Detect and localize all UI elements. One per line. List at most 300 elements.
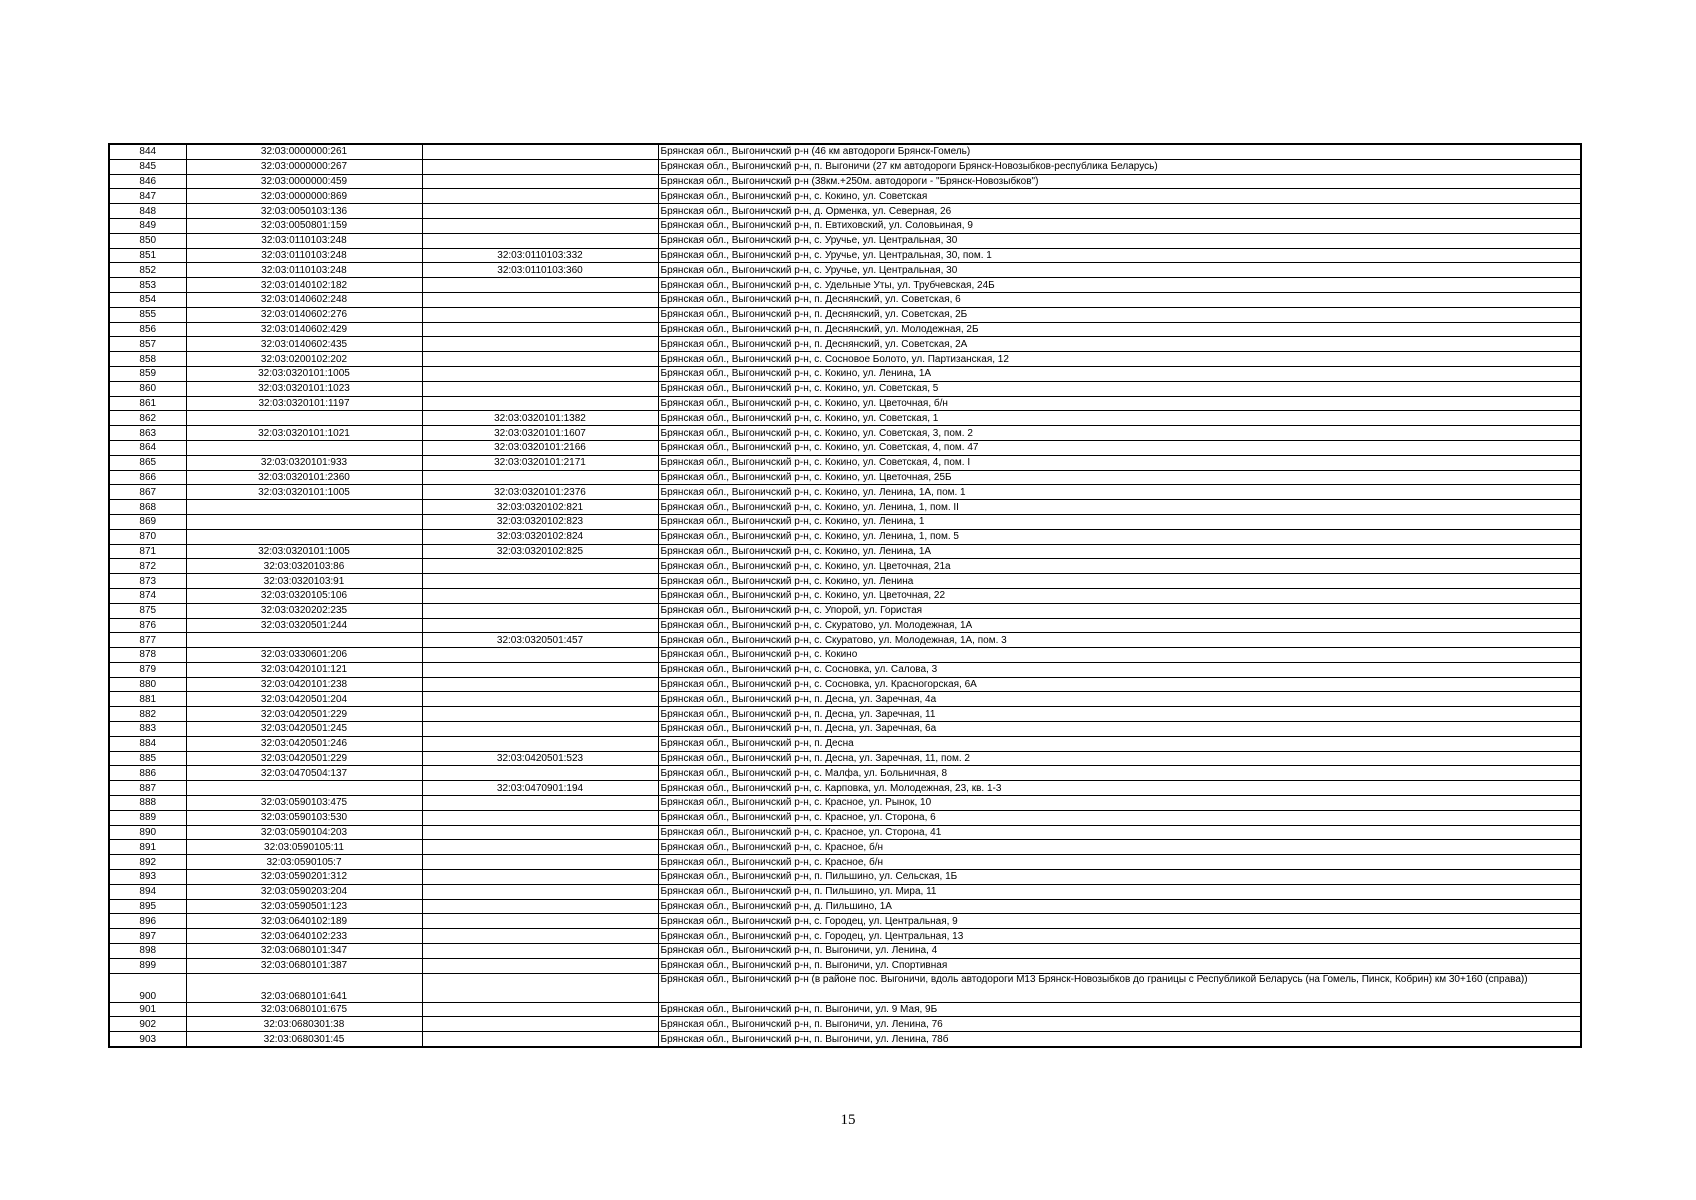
table-row (109, 929, 1581, 944)
cadastral-number-cell: 32:03:0680301:45 (186, 1032, 422, 1047)
table-row (109, 648, 1581, 663)
row-number-cell: 874 (109, 588, 186, 603)
address-cell: Брянская обл., Выгоничский р-н, с. Кокино, ул. Ленина, 1, пом. 5 (658, 529, 1581, 544)
row-number-cell: 881 (109, 692, 186, 707)
row-number-cell: 845 (109, 159, 186, 174)
linked-cadastral-number-cell (422, 366, 658, 381)
address-cell: Брянская обл., Выгоничский р-н, с. Красное, ул. Сторона, 6 (658, 810, 1581, 825)
address-cell: Брянская обл., Выгоничский р-н, п. Выгоничи, ул. Ленина, 76 (658, 1017, 1581, 1032)
cadastral-number-cell: 32:03:0320501:244 (186, 618, 422, 633)
row-number-cell: 899 (109, 958, 186, 973)
cadastral-number-cell: 32:03:0320105:106 (186, 588, 422, 603)
row-number-cell: 901 (109, 1002, 186, 1017)
address-cell: Брянская обл., Выгоничский р-н, п. Десна, ул. Заречная, 4а (658, 692, 1581, 707)
linked-cadastral-number-cell (422, 159, 658, 174)
address-cell: Брянская обл., Выгоничский р-н, п. Десна, ул. Заречная, 11, пом. 2 (658, 751, 1581, 766)
table-row (109, 337, 1581, 352)
row-number-cell: 882 (109, 707, 186, 722)
cadastral-number-cell: 32:03:0420501:204 (186, 692, 422, 707)
row-number-cell: 863 (109, 426, 186, 441)
address-cell: Брянская обл., Выгоничский р-н, с. Уручье, ул. Центральная, 30, пом. 1 (658, 248, 1581, 263)
linked-cadastral-number-cell (422, 870, 658, 885)
table-row (109, 248, 1581, 263)
registry-table-body (109, 144, 1581, 1047)
cadastral-number-cell: 32:03:0000000:267 (186, 159, 422, 174)
cadastral-number-cell: 32:03:0200102:202 (186, 352, 422, 367)
cadastral-number-cell: 32:03:0140602:248 (186, 292, 422, 307)
cadastral-number-cell: 32:03:0640102:233 (186, 929, 422, 944)
row-number-cell: 866 (109, 470, 186, 485)
row-number-cell: 880 (109, 677, 186, 692)
row-number-cell: 870 (109, 529, 186, 544)
cadastral-number-cell: 32:03:0320103:86 (186, 559, 422, 574)
table-row (109, 278, 1581, 293)
table-row (109, 840, 1581, 855)
linked-cadastral-number-cell (422, 174, 658, 189)
row-number-cell: 857 (109, 337, 186, 352)
linked-cadastral-number-cell (422, 944, 658, 959)
table-row (109, 944, 1581, 959)
address-cell: Брянская обл., Выгоничский р-н (в районе пос. Выгоничи, вдоль автодороги М13 Брянск-Новозыбков до границы с Республикой Беларусь (на Гомель, Пинск, Кобрин) км 30+160 (справа)) (658, 973, 1581, 1002)
row-number-cell: 887 (109, 781, 186, 796)
linked-cadastral-number-cell (422, 692, 658, 707)
linked-cadastral-number-cell: 32:03:0320101:1607 (422, 426, 658, 441)
table-row (109, 455, 1581, 470)
cadastral-number-cell: 32:03:0050801:159 (186, 218, 422, 233)
row-number-cell: 888 (109, 796, 186, 811)
address-cell: Брянская обл., Выгоничский р-н, с. Кокино, ул. Советская (658, 189, 1581, 204)
cadastral-number-cell: 32:03:0330601:206 (186, 648, 422, 663)
cadastral-number-cell: 32:03:0420501:229 (186, 751, 422, 766)
row-number-cell: 849 (109, 218, 186, 233)
linked-cadastral-number-cell: 32:03:0320101:1382 (422, 411, 658, 426)
row-number-cell: 876 (109, 618, 186, 633)
linked-cadastral-number-cell (422, 914, 658, 929)
linked-cadastral-number-cell (422, 292, 658, 307)
row-number-cell: 877 (109, 633, 186, 648)
table-row (109, 973, 1581, 1002)
cadastral-number-cell: 32:03:0320101:1005 (186, 544, 422, 559)
row-number-cell: 868 (109, 500, 186, 515)
registry-table (108, 143, 1582, 1048)
linked-cadastral-number-cell (422, 618, 658, 633)
table-row (109, 707, 1581, 722)
row-number-cell: 855 (109, 307, 186, 322)
cadastral-number-cell (186, 440, 422, 455)
row-number-cell: 886 (109, 766, 186, 781)
linked-cadastral-number-cell (422, 278, 658, 293)
row-number-cell: 897 (109, 929, 186, 944)
row-number-cell: 895 (109, 899, 186, 914)
address-cell: Брянская обл., Выгоничский р-н, с. Скуратово, ул. Молодежная, 1А, пом. 3 (658, 633, 1581, 648)
address-cell: Брянская обл., Выгоничский р-н, с. Упорой, ул. Гористая (658, 603, 1581, 618)
address-cell: Брянская обл., Выгоничский р-н, п. Выгоничи, ул. 9 Мая, 9Б (658, 1002, 1581, 1017)
address-cell: Брянская обл., Выгоничский р-н, с. Красное, б/н (658, 855, 1581, 870)
table-row (109, 263, 1581, 278)
address-cell: Брянская обл., Выгоничский р-н, с. Городец, ул. Центральная, 9 (658, 914, 1581, 929)
row-number-cell: 883 (109, 722, 186, 737)
address-cell: Брянская обл., Выгоничский р-н, с. Сосновка, ул. Красногорская, 6А (658, 677, 1581, 692)
address-cell: Брянская обл., Выгоничский р-н, п. Десна, ул. Заречная, 11 (658, 707, 1581, 722)
cadastral-number-cell: 32:03:0420101:238 (186, 677, 422, 692)
linked-cadastral-number-cell (422, 736, 658, 751)
linked-cadastral-number-cell (422, 233, 658, 248)
row-number-cell: 873 (109, 574, 186, 589)
table-row (109, 722, 1581, 737)
address-cell: Брянская обл., Выгоничский р-н, с. Красное, ул. Сторона, 41 (658, 825, 1581, 840)
linked-cadastral-number-cell: 32:03:0320101:2376 (422, 485, 658, 500)
address-cell: Брянская обл., Выгоничский р-н, с. Красное, б/н (658, 840, 1581, 855)
table-row (109, 514, 1581, 529)
address-cell: Брянская обл., Выгоничский р-н, с. Кокино (658, 648, 1581, 663)
row-number-cell: 879 (109, 662, 186, 677)
linked-cadastral-number-cell (422, 840, 658, 855)
cadastral-number-cell: 32:03:0680101:641 (186, 973, 422, 1002)
linked-cadastral-number-cell (422, 574, 658, 589)
address-cell: Брянская обл., Выгоничский р-н, с. Сосновое Болото, ул. Партизанская, 12 (658, 352, 1581, 367)
linked-cadastral-number-cell: 32:03:0320102:823 (422, 514, 658, 529)
table-row (109, 736, 1581, 751)
linked-cadastral-number-cell (422, 218, 658, 233)
row-number-cell: 852 (109, 263, 186, 278)
row-number-cell: 869 (109, 514, 186, 529)
table-row (109, 1017, 1581, 1032)
table-row (109, 662, 1581, 677)
address-cell: Брянская обл., Выгоничский р-н, с. Красное, ул. Рынок, 10 (658, 796, 1581, 811)
linked-cadastral-number-cell (422, 204, 658, 219)
linked-cadastral-number-cell: 32:03:0320102:824 (422, 529, 658, 544)
cadastral-number-cell: 32:03:0680101:387 (186, 958, 422, 973)
cadastral-number-cell: 32:03:0320101:1005 (186, 366, 422, 381)
address-cell: Брянская обл., Выгоничский р-н, п. Деснянский, ул. Советская, 2Б (658, 307, 1581, 322)
cadastral-number-cell: 32:03:0320101:1197 (186, 396, 422, 411)
table-row (109, 366, 1581, 381)
linked-cadastral-number-cell (422, 1032, 658, 1047)
linked-cadastral-number-cell (422, 559, 658, 574)
row-number-cell: 889 (109, 810, 186, 825)
table-row (109, 470, 1581, 485)
row-number-cell: 884 (109, 736, 186, 751)
linked-cadastral-number-cell (422, 810, 658, 825)
address-cell: Брянская обл., Выгоничский р-н, с. Кокино, ул. Советская, 5 (658, 381, 1581, 396)
row-number-cell: 896 (109, 914, 186, 929)
address-cell: Брянская обл., Выгоничский р-н, с. Городец, ул. Центральная, 13 (658, 929, 1581, 944)
linked-cadastral-number-cell (422, 825, 658, 840)
cadastral-number-cell: 32:03:0000000:459 (186, 174, 422, 189)
address-cell: Брянская обл., Выгоничский р-н, с. Малфа, ул. Больничная, 8 (658, 766, 1581, 781)
row-number-cell: 853 (109, 278, 186, 293)
cadastral-number-cell (186, 529, 422, 544)
cadastral-number-cell: 32:03:0320101:1005 (186, 485, 422, 500)
linked-cadastral-number-cell (422, 352, 658, 367)
table-row (109, 677, 1581, 692)
cadastral-number-cell: 32:03:0110103:248 (186, 233, 422, 248)
row-number-cell: 865 (109, 455, 186, 470)
linked-cadastral-number-cell (422, 677, 658, 692)
cadastral-number-cell: 32:03:0000000:261 (186, 144, 422, 159)
cadastral-number-cell: 32:03:0680101:347 (186, 944, 422, 959)
table-row (109, 958, 1581, 973)
row-number-cell: 893 (109, 870, 186, 885)
row-number-cell: 894 (109, 884, 186, 899)
row-number-cell: 854 (109, 292, 186, 307)
table-row (109, 588, 1581, 603)
row-number-cell: 892 (109, 855, 186, 870)
table-row (109, 751, 1581, 766)
row-number-cell: 891 (109, 840, 186, 855)
address-cell: Брянская обл., Выгоничский р-н, с. Кокино, ул. Ленина, 1А (658, 366, 1581, 381)
address-cell: Брянская обл., Выгоничский р-н, п. Деснянский, ул. Советская, 2А (658, 337, 1581, 352)
address-cell: Брянская обл., Выгоничский р-н, с. Кокино, ул. Ленина, 1А, пом. 1 (658, 485, 1581, 500)
cadastral-number-cell: 32:03:0140102:182 (186, 278, 422, 293)
linked-cadastral-number-cell (422, 603, 658, 618)
table-row (109, 1032, 1581, 1047)
linked-cadastral-number-cell: 32:03:0420501:523 (422, 751, 658, 766)
cadastral-number-cell: 32:03:0140602:276 (186, 307, 422, 322)
cadastral-number-cell: 32:03:0420501:246 (186, 736, 422, 751)
row-number-cell: 872 (109, 559, 186, 574)
row-number-cell: 847 (109, 189, 186, 204)
table-row (109, 1002, 1581, 1017)
linked-cadastral-number-cell (422, 707, 658, 722)
cadastral-number-cell: 32:03:0590105:11 (186, 840, 422, 855)
address-cell: Брянская обл., Выгоничский р-н (46 км автодороги Брянск-Гомель) (658, 144, 1581, 159)
address-cell: Брянская обл., Выгоничский р-н, с. Кокино, ул. Цветочная, 22 (658, 588, 1581, 603)
cadastral-number-cell: 32:03:0680101:675 (186, 1002, 422, 1017)
table-row (109, 174, 1581, 189)
cadastral-number-cell: 32:03:0110103:248 (186, 248, 422, 263)
table-row (109, 144, 1581, 159)
linked-cadastral-number-cell (422, 144, 658, 159)
cadastral-number-cell: 32:03:0000000:869 (186, 189, 422, 204)
linked-cadastral-number-cell: 32:03:0470901:194 (422, 781, 658, 796)
cadastral-number-cell: 32:03:0140602:429 (186, 322, 422, 337)
table-row (109, 884, 1581, 899)
table-row (109, 218, 1581, 233)
cadastral-number-cell: 32:03:0110103:248 (186, 263, 422, 278)
cadastral-number-cell: 32:03:0590201:312 (186, 870, 422, 885)
address-cell: Брянская обл., Выгоничский р-н, п. Выгоничи, ул. Спортивная (658, 958, 1581, 973)
table-row (109, 189, 1581, 204)
row-number-cell: 850 (109, 233, 186, 248)
table-row (109, 692, 1581, 707)
linked-cadastral-number-cell: 32:03:0110103:332 (422, 248, 658, 263)
table-row (109, 810, 1581, 825)
cadastral-number-cell: 32:03:0320101:1021 (186, 426, 422, 441)
address-cell: Брянская обл., Выгоничский р-н, с. Кокино, ул. Цветочная, 21а (658, 559, 1581, 574)
address-cell: Брянская обл., Выгоничский р-н, с. Кокино, ул. Советская, 4, пом. I (658, 455, 1581, 470)
linked-cadastral-number-cell (422, 766, 658, 781)
cadastral-number-cell: 32:03:0320101:2360 (186, 470, 422, 485)
table-row (109, 426, 1581, 441)
address-cell: Брянская обл., Выгоничский р-н, п. Выгоничи (27 км автодороги Брянск-Новозыбков-республика Беларусь) (658, 159, 1581, 174)
cadastral-number-cell: 32:03:0320101:1023 (186, 381, 422, 396)
row-number-cell: 867 (109, 485, 186, 500)
linked-cadastral-number-cell (422, 899, 658, 914)
address-cell: Брянская обл., Выгоничский р-н, с. Кокино, ул. Советская, 3, пом. 2 (658, 426, 1581, 441)
row-number-cell: 864 (109, 440, 186, 455)
address-cell: Брянская обл., Выгоничский р-н, с. Кокино, ул. Ленина, 1 (658, 514, 1581, 529)
table-row (109, 825, 1581, 840)
row-number-cell: 856 (109, 322, 186, 337)
row-number-cell: 859 (109, 366, 186, 381)
table-row (109, 307, 1581, 322)
row-number-cell: 862 (109, 411, 186, 426)
row-number-cell: 860 (109, 381, 186, 396)
cadastral-number-cell: 32:03:0590103:530 (186, 810, 422, 825)
cadastral-number-cell: 32:03:0590501:123 (186, 899, 422, 914)
address-cell: Брянская обл., Выгоничский р-н, с. Кокино, ул. Советская, 1 (658, 411, 1581, 426)
table-row (109, 559, 1581, 574)
address-cell: Брянская обл., Выгоничский р-н, с. Кокино, ул. Советская, 4, пом. 47 (658, 440, 1581, 455)
cadastral-number-cell: 32:03:0320202:235 (186, 603, 422, 618)
cadastral-number-cell: 32:03:0590104:203 (186, 825, 422, 840)
cadastral-number-cell (186, 514, 422, 529)
table-row (109, 899, 1581, 914)
linked-cadastral-number-cell (422, 884, 658, 899)
table-row (109, 292, 1581, 307)
address-cell: Брянская обл., Выгоничский р-н, с. Удельные Уты, ул. Трубчевская, 24Б (658, 278, 1581, 293)
table-row (109, 766, 1581, 781)
cadastral-number-cell (186, 633, 422, 648)
table-row (109, 159, 1581, 174)
address-cell: Брянская обл., Выгоничский р-н, с. Кокино, ул. Цветочная, б/н (658, 396, 1581, 411)
cadastral-number-cell: 32:03:0420101:121 (186, 662, 422, 677)
address-cell: Брянская обл., Выгоничский р-н (38км.+250м. автодороги - "Брянск-Новозыбков") (658, 174, 1581, 189)
table-row (109, 603, 1581, 618)
address-cell: Брянская обл., Выгоничский р-н, п. Выгоничи, ул. Ленина, 78б (658, 1032, 1581, 1047)
table-row (109, 485, 1581, 500)
row-number-cell: 875 (109, 603, 186, 618)
row-number-cell: 903 (109, 1032, 186, 1047)
linked-cadastral-number-cell: 32:03:0320501:457 (422, 633, 658, 648)
cadastral-number-cell: 32:03:0470504:137 (186, 766, 422, 781)
linked-cadastral-number-cell: 32:03:0320101:2171 (422, 455, 658, 470)
row-number-cell: 878 (109, 648, 186, 663)
linked-cadastral-number-cell (422, 470, 658, 485)
cadastral-number-cell: 32:03:0140602:435 (186, 337, 422, 352)
address-cell: Брянская обл., Выгоничский р-н, с. Карповка, ул. Молодежная, 23, кв. 1-3 (658, 781, 1581, 796)
cadastral-number-cell: 32:03:0320103:91 (186, 574, 422, 589)
address-cell: Брянская обл., Выгоничский р-н, п. Евтиховский, ул. Соловьиная, 9 (658, 218, 1581, 233)
table-row (109, 204, 1581, 219)
table-row (109, 500, 1581, 515)
address-cell: Брянская обл., Выгоничский р-н, с. Скуратово, ул. Молодежная, 1А (658, 618, 1581, 633)
linked-cadastral-number-cell (422, 929, 658, 944)
address-cell: Брянская обл., Выгоничский р-н, п. Деснянский, ул. Молодежная, 2Б (658, 322, 1581, 337)
table-row (109, 544, 1581, 559)
cadastral-number-cell: 32:03:0420501:245 (186, 722, 422, 737)
linked-cadastral-number-cell (422, 648, 658, 663)
row-number-cell: 846 (109, 174, 186, 189)
cadastral-number-cell: 32:03:0590105:7 (186, 855, 422, 870)
row-number-cell: 885 (109, 751, 186, 766)
row-number-cell: 890 (109, 825, 186, 840)
table-row (109, 411, 1581, 426)
linked-cadastral-number-cell: 32:03:0320102:821 (422, 500, 658, 515)
address-cell: Брянская обл., Выгоничский р-н, с. Уручье, ул. Центральная, 30 (658, 263, 1581, 278)
cadastral-number-cell: 32:03:0680301:38 (186, 1017, 422, 1032)
row-number-cell: 871 (109, 544, 186, 559)
linked-cadastral-number-cell: 32:03:0320102:825 (422, 544, 658, 559)
row-number-cell: 851 (109, 248, 186, 263)
row-number-cell: 902 (109, 1017, 186, 1032)
row-number-cell: 844 (109, 144, 186, 159)
cadastral-number-cell: 32:03:0590103:475 (186, 796, 422, 811)
row-number-cell: 858 (109, 352, 186, 367)
table-row (109, 440, 1581, 455)
address-cell: Брянская обл., Выгоничский р-н, д. Орменка, ул. Северная, 26 (658, 204, 1581, 219)
linked-cadastral-number-cell: 32:03:0320101:2166 (422, 440, 658, 455)
table-row (109, 633, 1581, 648)
linked-cadastral-number-cell (422, 396, 658, 411)
linked-cadastral-number-cell (422, 662, 658, 677)
address-cell: Брянская обл., Выгоничский р-н, п. Десна (658, 736, 1581, 751)
address-cell: Брянская обл., Выгоничский р-н, п. Пильшино, ул. Сельская, 1Б (658, 870, 1581, 885)
address-cell: Брянская обл., Выгоничский р-н, с. Уручье, ул. Центральная, 30 (658, 233, 1581, 248)
linked-cadastral-number-cell (422, 1017, 658, 1032)
cadastral-number-cell: 32:03:0420501:229 (186, 707, 422, 722)
linked-cadastral-number-cell (422, 307, 658, 322)
row-number-cell: 861 (109, 396, 186, 411)
table-row (109, 870, 1581, 885)
address-cell: Брянская обл., Выгоничский р-н, с. Кокино, ул. Ленина (658, 574, 1581, 589)
address-cell: Брянская обл., Выгоничский р-н, п. Выгоничи, ул. Ленина, 4 (658, 944, 1581, 959)
cadastral-number-cell (186, 500, 422, 515)
address-cell: Брянская обл., Выгоничский р-н, с. Кокино, ул. Ленина, 1, пом. II (658, 500, 1581, 515)
table-row (109, 618, 1581, 633)
table-row (109, 352, 1581, 367)
linked-cadastral-number-cell (422, 381, 658, 396)
cadastral-number-cell: 32:03:0320101:933 (186, 455, 422, 470)
address-cell: Брянская обл., Выгоничский р-н, с. Кокино, ул. Ленина, 1А (658, 544, 1581, 559)
table-row (109, 796, 1581, 811)
table-row (109, 855, 1581, 870)
linked-cadastral-number-cell (422, 958, 658, 973)
address-cell: Брянская обл., Выгоничский р-н, с. Кокино, ул. Цветочная, 25Б (658, 470, 1581, 485)
cadastral-number-cell: 32:03:0640102:189 (186, 914, 422, 929)
address-cell: Брянская обл., Выгоничский р-н, п. Пильшино, ул. Мира, 11 (658, 884, 1581, 899)
table-row (109, 781, 1581, 796)
page-number: 15 (840, 1112, 856, 1128)
address-cell: Брянская обл., Выгоничский р-н, д. Пильшино, 1А (658, 899, 1581, 914)
cadastral-number-cell (186, 411, 422, 426)
linked-cadastral-number-cell (422, 189, 658, 204)
table-row (109, 233, 1581, 248)
row-number-cell: 898 (109, 944, 186, 959)
row-number-cell: 900 (109, 973, 186, 1002)
linked-cadastral-number-cell (422, 322, 658, 337)
table-row (109, 914, 1581, 929)
address-cell: Брянская обл., Выгоничский р-н, п. Десна, ул. Заречная, 6а (658, 722, 1581, 737)
linked-cadastral-number-cell (422, 722, 658, 737)
table-row (109, 322, 1581, 337)
linked-cadastral-number-cell (422, 973, 658, 1002)
table-row (109, 396, 1581, 411)
row-number-cell: 848 (109, 204, 186, 219)
cadastral-number-cell: 32:03:0590203:204 (186, 884, 422, 899)
cadastral-number-cell: 32:03:0050103:136 (186, 204, 422, 219)
address-cell: Брянская обл., Выгоничский р-н, с. Сосновка, ул. Салова, 3 (658, 662, 1581, 677)
table-row (109, 529, 1581, 544)
table-row (109, 574, 1581, 589)
cadastral-number-cell (186, 781, 422, 796)
linked-cadastral-number-cell (422, 588, 658, 603)
linked-cadastral-number-cell (422, 855, 658, 870)
linked-cadastral-number-cell (422, 796, 658, 811)
linked-cadastral-number-cell: 32:03:0110103:360 (422, 263, 658, 278)
address-cell: Брянская обл., Выгоничский р-н, п. Деснянский, ул. Советская, 6 (658, 292, 1581, 307)
